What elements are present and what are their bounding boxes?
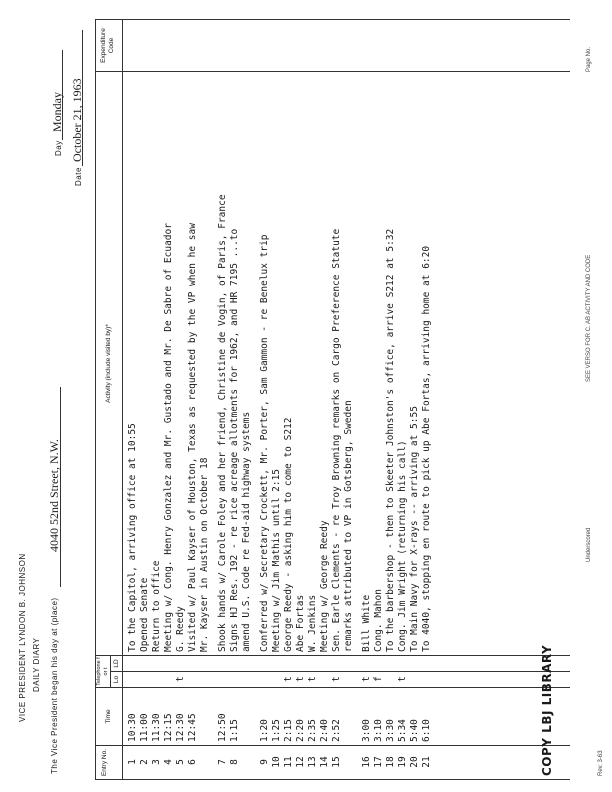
entry-lo-mark: t bbox=[295, 676, 306, 682]
office-heading: VICE PRESIDENT LYNDON B. JOHNSON bbox=[18, 553, 27, 722]
began-label: The Vice President began his day at (place) bbox=[50, 597, 59, 774]
entry-number: 1 bbox=[127, 759, 138, 765]
entry-activity: Shook hands w/ Carole Foley and her friend, Christine de Vogin, of Paris, France bbox=[217, 194, 228, 652]
entry-time: 2:35 bbox=[307, 719, 318, 742]
entry-number: 21 bbox=[421, 756, 432, 768]
entry-time: 5:34 bbox=[397, 719, 408, 742]
entry-activity: Opened Senate bbox=[139, 577, 150, 652]
entry-activity: To Main Navy for X-rays -- arriving at 5:55 bbox=[409, 406, 420, 652]
entry-time: 2:15 bbox=[283, 719, 294, 742]
entry-time: 12:45 bbox=[187, 713, 198, 742]
entry-activity: Bill White bbox=[361, 594, 372, 652]
entry-time: 11:30 bbox=[151, 713, 162, 742]
entry-activity: Cong. Jim Wright (returning his call) bbox=[397, 440, 408, 652]
entry-lo-mark: t bbox=[283, 676, 294, 682]
entry-activity: Return to office bbox=[151, 560, 162, 652]
time-column-header: Time bbox=[105, 709, 112, 724]
entry-number: 4 bbox=[163, 759, 174, 765]
entry-time: 12:15 bbox=[163, 713, 174, 742]
entry-activity: Cong. Mahon bbox=[373, 589, 384, 652]
entry-number: 7 bbox=[217, 759, 228, 765]
entry-time: 3:00 bbox=[361, 719, 372, 742]
day-value: Monday bbox=[50, 92, 64, 132]
entry-activity: amend U.S. Code re Fed-aid highway systems bbox=[241, 411, 252, 652]
entry-number: 6 bbox=[187, 759, 198, 765]
entry-time: 2:40 bbox=[319, 719, 330, 742]
entry-activity: To the barbershop - then to Skeeter Johnston's office, arrive S212 at 5:32 bbox=[385, 228, 396, 652]
entry-time: 3:30 bbox=[385, 719, 396, 742]
entry-activity: Abe Fortas bbox=[295, 594, 306, 652]
entry-time: 6:10 bbox=[421, 719, 432, 742]
entry-lo-mark: t bbox=[175, 676, 186, 682]
entry-column-header: Entry No. bbox=[101, 748, 108, 777]
entry-number: 5 bbox=[175, 759, 186, 765]
entry-number: 15 bbox=[331, 756, 342, 768]
telephone-column-header: Telephone f or t bbox=[96, 657, 109, 686]
entry-activity: remarks attributed to VP in Gotsberg, Sweden bbox=[343, 400, 354, 652]
day-label: Day bbox=[54, 140, 63, 156]
entry-activity: Conferred w/ Secretary Crockett, Mr. Porter, Sam Gammon - re Benelux trip bbox=[259, 234, 270, 652]
footer-underscored: Underscored bbox=[586, 527, 592, 562]
footer-verso-note: SEE VERSO FOR C. AB ACTIVITY AND CODE bbox=[586, 254, 592, 382]
entry-number: 12 bbox=[295, 756, 306, 768]
entry-activity: G. Reedy bbox=[175, 606, 186, 652]
diary-heading: DAILY DIARY bbox=[32, 637, 41, 692]
entry-activity: To 4040, stopping en route to pick up Abe Fortas, arriving home at 6:20 bbox=[421, 245, 432, 652]
tel-sub-rule bbox=[110, 656, 111, 688]
entry-number: 14 bbox=[319, 756, 330, 768]
entry-lo-mark: t bbox=[397, 676, 408, 682]
entry-activity: Meeting w/ Jim Mathis until 2:15 bbox=[271, 468, 282, 652]
entry-number: 19 bbox=[397, 756, 408, 768]
entry-number: 17 bbox=[373, 756, 384, 768]
entry-number: 9 bbox=[259, 759, 270, 765]
entry-activity: W. Jenkins bbox=[307, 594, 318, 652]
expenditure-column-header: Expenditure Code bbox=[100, 28, 115, 63]
entry-number: 11 bbox=[283, 756, 294, 768]
entry-time: 10:30 bbox=[127, 713, 138, 742]
entry-number: 3 bbox=[151, 759, 162, 765]
footer-rev: Rev. 3-63 bbox=[598, 750, 604, 776]
entry-time: 12:50 bbox=[217, 713, 228, 742]
entry-number: 20 bbox=[409, 756, 420, 768]
entry-number: 18 bbox=[385, 756, 396, 768]
entry-number: 13 bbox=[307, 756, 318, 768]
entry-activity: Signs HJ Res. 192 - re rice acreage allotments for 1962, and HR 7195 ...to bbox=[229, 228, 240, 652]
entry-activity: To the Capitol, arriving office at 10:55 bbox=[127, 423, 138, 652]
entry-number: 10 bbox=[271, 756, 282, 768]
entry-time: 2:52 bbox=[331, 719, 342, 742]
lo-column-header: Lo bbox=[113, 675, 120, 684]
table-header-rule bbox=[122, 20, 123, 780]
entry-number: 16 bbox=[361, 756, 372, 768]
entry-activity: Sen. Earle Clements - re Troy Browning remarks on Cargo Preference Statute bbox=[331, 228, 342, 652]
library-copy-stamp: COPY LBJ LIBRARY bbox=[540, 644, 554, 776]
entry-number: 8 bbox=[229, 759, 240, 765]
diary-entry-row bbox=[240, 72, 253, 792]
place-value: 4040 52nd Street, N.W. bbox=[47, 439, 61, 552]
entry-lo-mark: f bbox=[373, 676, 384, 682]
entry-time: 2:20 bbox=[295, 719, 306, 742]
table-right-rule bbox=[95, 19, 570, 20]
entry-time: 3:10 bbox=[373, 719, 384, 742]
entry-lo-mark: t bbox=[307, 676, 318, 682]
entry-activity: Mr. Kayser in Austin on October 18 bbox=[199, 457, 210, 652]
entry-time: 1:20 bbox=[259, 719, 270, 742]
ld-column-header: LD bbox=[113, 659, 120, 668]
entry-activity: Meeting w/ George Reedy bbox=[319, 520, 330, 652]
footer-page-no: Page No. bbox=[586, 46, 592, 72]
date-value: October 21, 1963 bbox=[70, 78, 84, 162]
activity-column-header: Activity (include visited by)* bbox=[105, 324, 112, 403]
entry-time: 5:40 bbox=[409, 719, 420, 742]
entry-activity: George Reedy - asking him to come to S212 bbox=[283, 417, 294, 652]
diary-entry-row bbox=[420, 72, 433, 792]
entry-activity: Visited w/ Paul Kayser of Houston, Texas as requested by the VP when he saw bbox=[187, 223, 198, 652]
diary-entry-row bbox=[198, 72, 211, 792]
entry-activity: Meeting w/ Cong. Henry Gonzalez and Mr. Gustado and Mr. De Sabre of Ecuador bbox=[163, 223, 174, 652]
entry-time: 1:25 bbox=[271, 719, 282, 742]
entry-time: 11:00 bbox=[139, 713, 150, 742]
entry-lo-mark: t bbox=[331, 676, 342, 682]
diary-entry-row bbox=[342, 72, 355, 792]
entry-number: 2 bbox=[139, 759, 150, 765]
date-label: Date bbox=[74, 167, 83, 186]
entry-time: 12:30 bbox=[175, 713, 186, 742]
entry-time: 1:15 bbox=[229, 719, 240, 742]
entry-lo-mark: t bbox=[361, 676, 372, 682]
